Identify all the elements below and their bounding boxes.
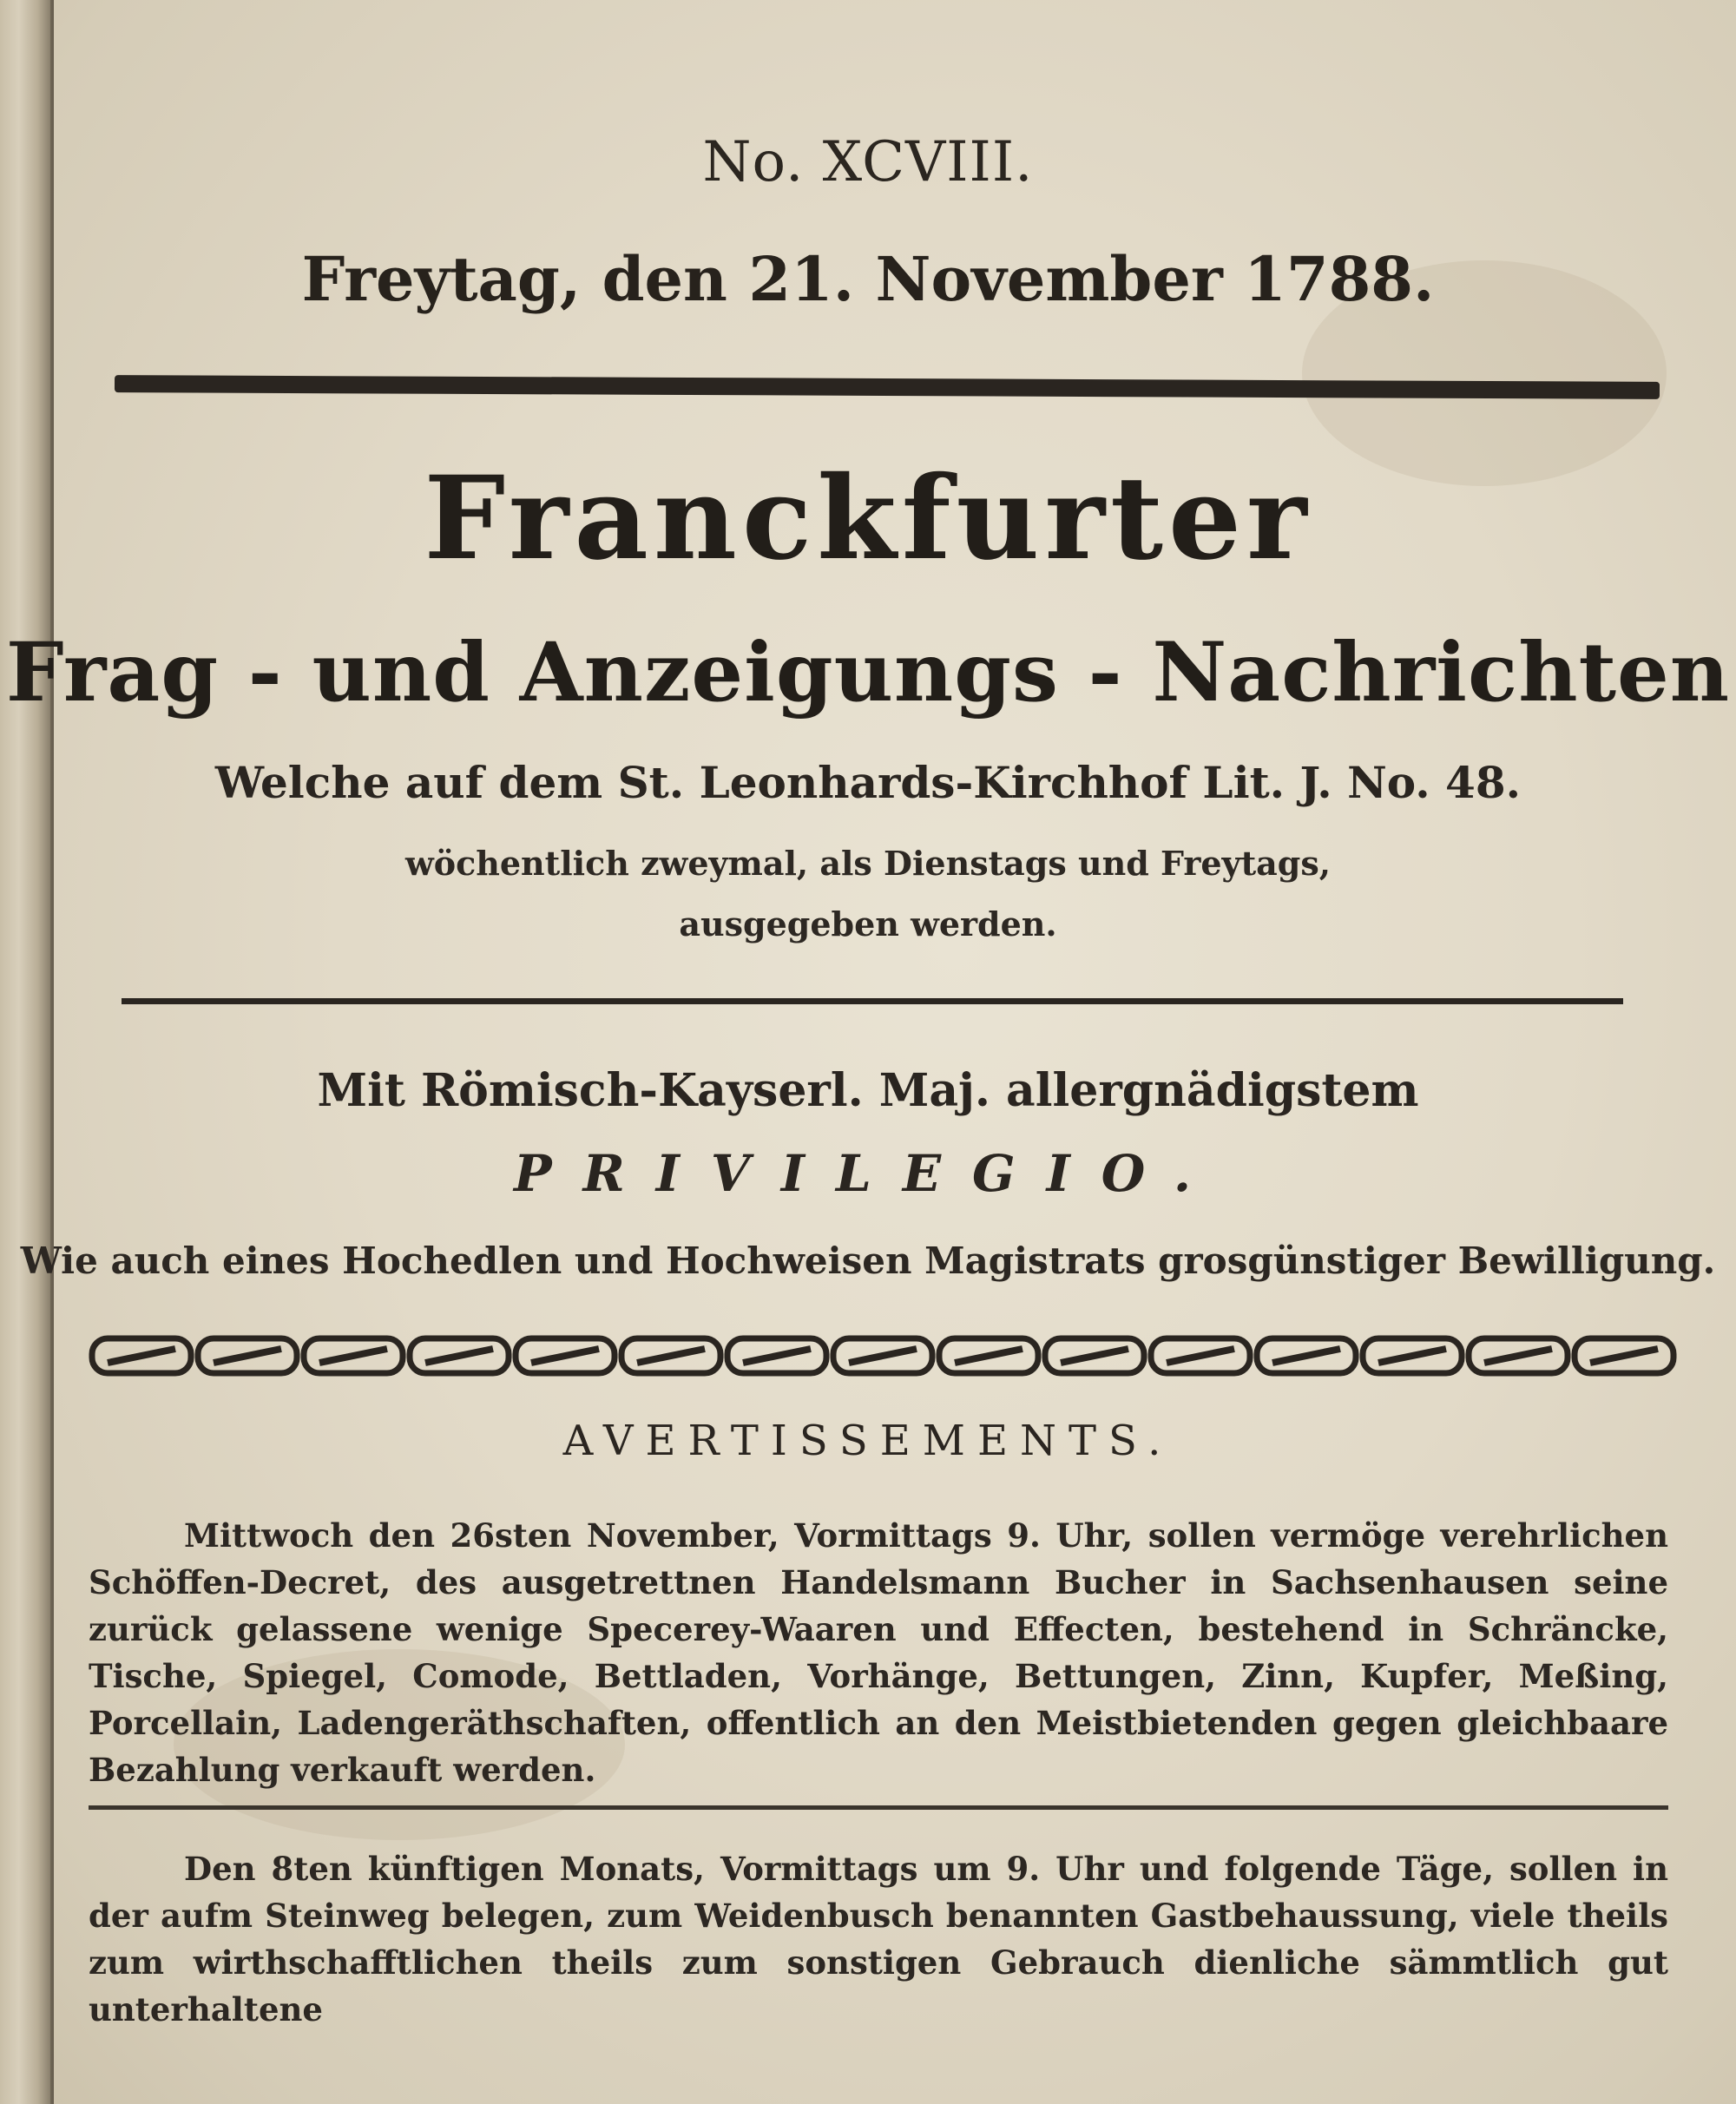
ornament-bar [1378,1349,1446,1363]
ornament-bar [743,1349,811,1363]
section-heading: AVERTISSEMENTS. [562,1417,1174,1465]
thin-rule [122,998,1623,1004]
ornament-bar [214,1349,281,1363]
ornamental-border [89,1331,1677,1380]
magistrate-approval: Wie auch eines Hochedlen und Hochweisen Magistrats grosgünstiger Bewilligung. [20,1239,1716,1282]
ornament-bar [849,1349,917,1363]
ornament-bar [1272,1349,1340,1363]
issue-number: No. XCVIII. [702,130,1034,194]
binding-edge [50,0,54,2104]
ornament-bar [1484,1349,1552,1363]
masthead-subtitle: Frag - und Anzeigungs - Nachrichten [5,625,1731,720]
ornament-bar [531,1349,599,1363]
publisher-address: Welche auf dem St. Leonhards-Kirchhof Lit. J. No. 48. [214,757,1522,808]
ornament-bar [637,1349,705,1363]
advertisement-paragraph: Mittwoch den 26sten November, Vormittags 9. Uhr, sollen vermöge verehrlichen Schöffen-Decret, des ausgetrettnen Handelsmann Bucher in Sachsenhausen seine zurück gelassene wenige Specerey-Waaren und Effecten, bestehend in Schräncke, Tische, Spiegel, Comode, Bettladen, Vorhänge, Bettungen, Zinn, Kupfer, Meßing, Porcellain, Ladengeräthschaften, offentlich an den Meistbietenden gegen gleichbaare Bezahlung verkauft werden. [89,1516,1668,1789]
ornament-bar [1590,1349,1658,1363]
privilege-line: Mit Römisch-Kayserl. Maj. allergnädigstem [317,1064,1419,1117]
masthead-title: Franckfurter [424,451,1312,586]
ornament-bar [108,1349,175,1363]
separator-rule [89,1805,1668,1810]
ornament-links [92,1338,1674,1373]
ornament-bar [1167,1349,1234,1363]
ornament-bar [425,1349,493,1363]
privilegio-word: PRIVILEGIO. [513,1144,1223,1203]
publication-issued: ausgegeben werden. [679,904,1057,944]
binding-gutter [0,0,54,2104]
issue-date: Freytag, den 21. November 1788. [301,243,1435,315]
ornament-bar [319,1349,387,1363]
ornament-bar [955,1349,1023,1363]
publication-frequency: wöchentlich zweymal, als Dienstags und Freytags, [405,844,1331,883]
ornament-bar [1061,1349,1128,1363]
advertisement-paragraph: Den 8ten künftigen Monats, Vormittags um 9. Uhr und folgende Täge, sollen in der aufm Steinweg belegen, zum Weidenbusch benannten Gastbehaussung, viele theils zum wirthschafftlichen theils zum sonstigen Gebrauch dienliche sämmtlich gut unterhaltene [89,1850,1668,2028]
